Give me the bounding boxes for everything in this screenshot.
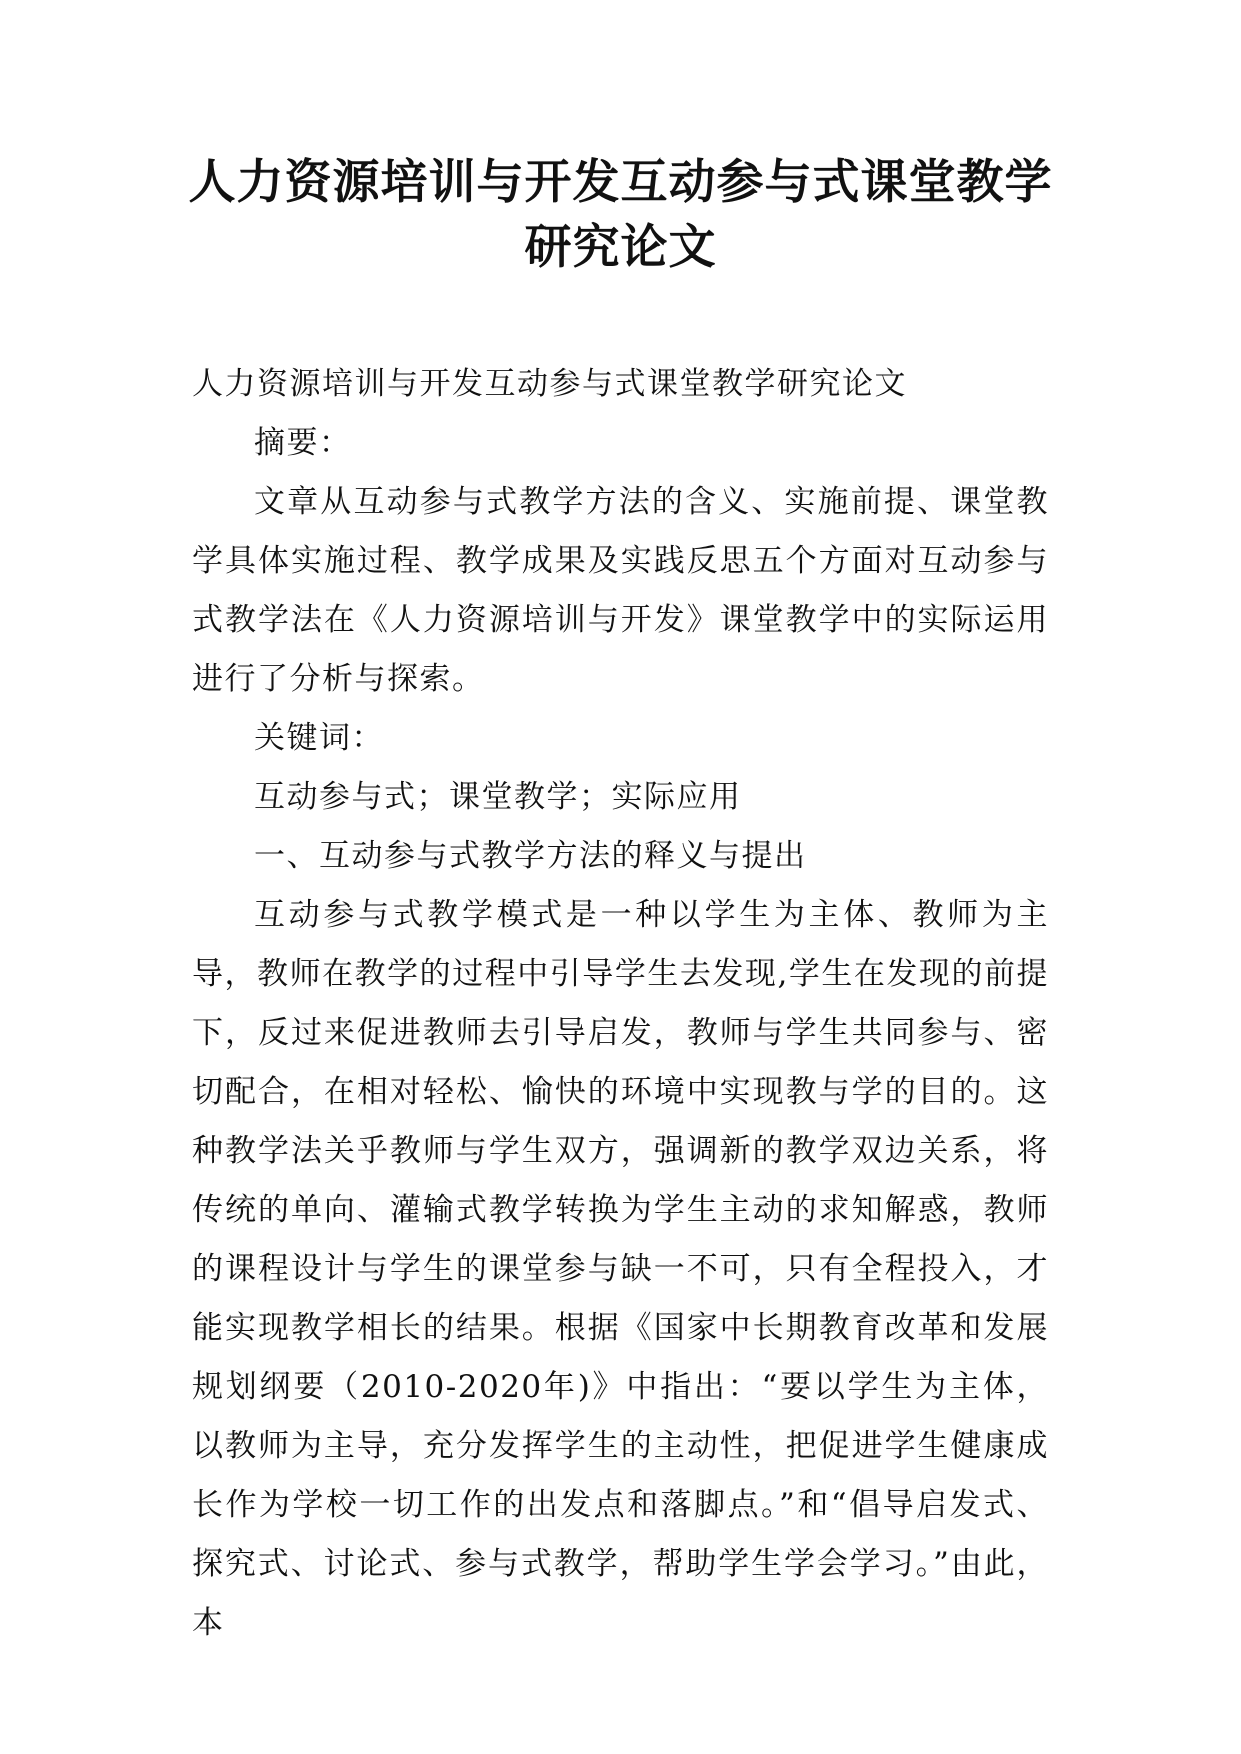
- document-subtitle: 人力资源培训与开发互动参与式课堂教学研究论文: [192, 366, 907, 402]
- abstract-label: 摘要：: [254, 425, 352, 461]
- document-title-line-2: 研究论文: [524, 220, 717, 275]
- document-body: [192, 355, 1049, 1653]
- section-heading: 一、互动参与式教学方法的释义与提出: [254, 838, 807, 874]
- abstract-text: 文章从互动参与式教学方法的含义、实施前提、课堂教学具体实施过程、教学成果及实践反思五个方面对互动参与式教学法在《人力资源培训与开发》课堂教学中的实际运用进行了分析与探索。: [192, 484, 1049, 697]
- keywords-label: 关键词：: [254, 720, 384, 756]
- document-title-line-1: 人力资源培训与开发互动参与式课堂教学: [188, 155, 1053, 210]
- keywords-text: 互动参与式；课堂教学；实际应用: [254, 779, 742, 815]
- section-paragraph: 互动参与式教学模式是一种以学生为主体、教师为主导，教师在教学的过程中引导学生去发现,学生在发现的前提下，反过来促进教师去引导启发，教师与学生共同参与、密切配合，在相对轻松、愉快的环境中实现教与学的目的。这种教学法关乎教师与学生双方，强调新的教学双边关系，将传统的单向、灌输式教学转换为学生主动的求知解惑，教师的课程设计与学生的课堂参与缺一不可，只有全程投入，才能实现教学相长的结果。根据《国家中长期教育改革和发展规划纲要（2010-2020年)》中指出：“要以学生为主体，以教师为主导，充分发挥学生的主动性，把促进学生健康成长作为学校一切工作的出发点和落脚点。”和“倡导启发式、探究式、讨论式、参与式教学，帮助学生学会学习。”由此，本: [192, 897, 1049, 1641]
